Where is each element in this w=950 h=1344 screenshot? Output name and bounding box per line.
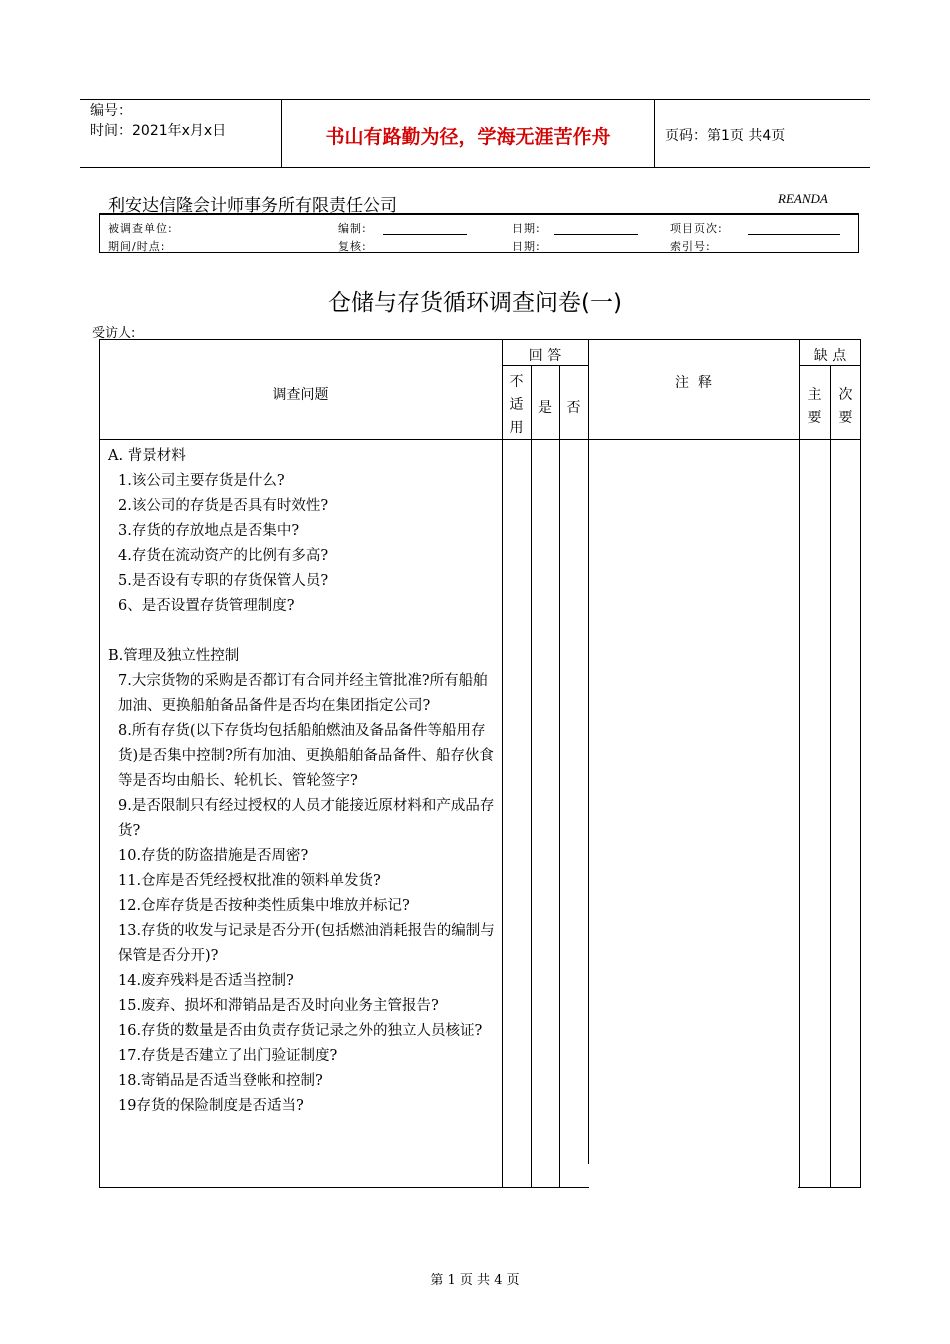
- col-line-note: [799, 339, 800, 1188]
- note-header: 注 释: [675, 375, 712, 391]
- question-item: 15.废弃、损坏和滞销品是否及时向业务主管报告?: [118, 998, 439, 1014]
- question-item: B.管理及独立性控制: [108, 648, 240, 664]
- question-item: 2.该公司的存货是否具有时效性?: [118, 498, 329, 514]
- question-item: 1.该公司主要存货是什么?: [118, 473, 285, 489]
- question-item: 10.存货的防盗措施是否周密?: [118, 848, 309, 864]
- question-item: 7.大宗货物的采购是否都订有合同并经主管批准?所有船舶加油、更换船舶备品备件是否均在集团指定公司?: [118, 673, 488, 714]
- period-label: 期间/时点:: [108, 240, 166, 253]
- no-header: 否: [566, 400, 581, 416]
- date-label-2: 日期:: [512, 240, 541, 253]
- col-line-no: [588, 339, 589, 1164]
- question-item: A. 背景材料: [108, 448, 186, 464]
- question-item: 19存货的保险制度是否适当?: [118, 1098, 304, 1114]
- question-item: 9.是否限制只有经过授权的人员才能接近原材料和产成品存货?: [118, 798, 495, 839]
- date-label: 时间：2021年x月x日: [90, 123, 227, 139]
- yes-header: 是: [538, 400, 552, 416]
- number-label: 编号：: [90, 103, 132, 119]
- question-item: 3.存货的存放地点是否集中?: [118, 523, 300, 539]
- compiled-by-label: 编制:: [338, 222, 367, 235]
- col-line-yes: [559, 365, 560, 1188]
- question-item: 6、是否设置存货管理制度?: [118, 598, 295, 614]
- col-line-major: [830, 365, 831, 1188]
- question-header: 调查问题: [272, 387, 329, 403]
- col-line-na: [531, 365, 532, 1188]
- question-item: 12.仓库存货是否按种类性质集中堆放并标记?: [118, 898, 410, 914]
- col-line-question: [502, 339, 503, 1188]
- question-item: 16.存货的数量是否由负责存货记录之外的独立人员核证?: [118, 1023, 483, 1039]
- header-bottom-rule: [80, 167, 870, 168]
- date-field-1[interactable]: [554, 234, 638, 235]
- question-list: [108, 444, 500, 1119]
- compiled-by-field[interactable]: [383, 234, 467, 235]
- defect-header: 缺 点: [813, 348, 847, 364]
- question-item: 14.废弃残料是否适当控制?: [118, 973, 294, 989]
- note-bottom-gap: [589, 1186, 798, 1189]
- item-page-field[interactable]: [748, 234, 840, 235]
- question-item: 11.仓库是否凭经授权批准的领料单发货?: [118, 873, 381, 889]
- header-divider-right: [654, 99, 655, 167]
- question-item: 18.寄销品是否适当登帐和控制?: [118, 1073, 323, 1089]
- company-name: 利安达信隆会计师事务所有限责任公司: [108, 196, 397, 216]
- header-top-rule: [80, 99, 870, 100]
- page-footer: 第 1 页 共 4 页: [430, 1273, 520, 1288]
- question-item: [108, 619, 500, 644]
- answer-header: 回 答: [528, 348, 562, 364]
- major-header: 主 要: [807, 387, 822, 426]
- question-item: 5.是否设有专职的存货保管人员?: [118, 573, 329, 589]
- question-item: 13.存货的收发与记录是否分开(包括燃油消耗报告的编制与保管是否分开)?: [118, 923, 495, 964]
- date-label-1: 日期:: [512, 222, 541, 235]
- question-item: 8.所有存货(以下存货均包括船舶燃油及备品备件等船用存货)是否集中控制?所有加油、更换船舶备品备件、船存伙食等是否均由船长、轮机长、管轮签字?: [118, 723, 494, 789]
- question-item: 17.存货是否建立了出门验证制度?: [118, 1048, 338, 1064]
- answer-header-rule: [502, 365, 588, 366]
- document-title: 仓储与存货循环调查问卷(一): [328, 290, 622, 316]
- question-item: 4.存货在流动资产的比例有多高?: [118, 548, 329, 564]
- motto: 书山有路勤为径，学海无涯苦作舟: [325, 125, 611, 148]
- interviewee-label: 受访人:: [92, 326, 136, 341]
- index-no-label: 索引号:: [670, 240, 711, 253]
- na-header: 不 适 用: [509, 374, 524, 436]
- page-info: 页码：第1页 共4页: [665, 128, 786, 144]
- reviewed-by-label: 复核:: [338, 240, 367, 253]
- company-logo-text: REANDA: [778, 191, 828, 206]
- info-box: [99, 213, 859, 253]
- surveyed-unit-label: 被调查单位:: [108, 222, 173, 235]
- header-meta: [90, 101, 226, 141]
- minor-header: 次 要: [838, 387, 853, 426]
- item-page-label: 项目页次:: [670, 222, 723, 235]
- table-header-rule: [99, 439, 861, 440]
